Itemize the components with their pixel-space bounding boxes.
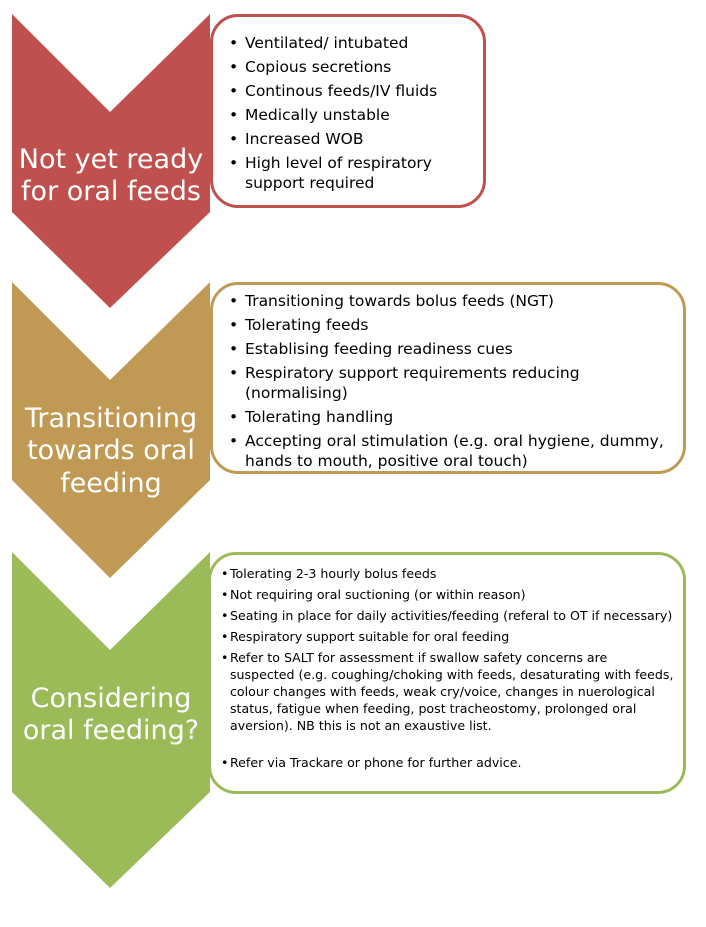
list-item: • Refer via Trackare or phone for further advice. bbox=[221, 754, 675, 771]
list-item: • Increased WOB bbox=[229, 129, 473, 149]
criteria-list bbox=[229, 291, 675, 471]
list-item: • Ventilated/ intubated bbox=[229, 33, 473, 53]
stage-title-line: feeding bbox=[60, 467, 162, 499]
criteria-box-considering bbox=[208, 552, 686, 794]
list-item: • Tolerating feeds bbox=[229, 315, 675, 335]
list-item: • Tolerating handling bbox=[229, 407, 675, 427]
list-item: • Not requiring oral suctioning (or within reason) bbox=[221, 586, 675, 603]
list-item: • Seating in place for daily activities/feeding (referal to OT if necessary) bbox=[221, 607, 675, 624]
list-item: • Accepting oral stimulation (e.g. oral hygiene, dummy, hands to mouth, positive oral touch) bbox=[229, 431, 675, 471]
criteria-box-not-ready bbox=[210, 14, 486, 208]
list-item: • Tolerating 2-3 hourly bolus feeds bbox=[221, 565, 675, 582]
list-item: • Respiratory support suitable for oral feeding bbox=[221, 628, 675, 645]
stage-title-line: towards oral bbox=[27, 435, 195, 467]
stage-title-considering bbox=[0, 683, 222, 748]
criteria-list bbox=[221, 565, 675, 771]
list-item: • Respiratory support requirements reducing (normalising) bbox=[229, 363, 675, 403]
stage-title-line: Not yet ready bbox=[18, 144, 204, 175]
list-item: • Establising feeding readiness cues bbox=[229, 339, 675, 359]
list-item: • Medically unstable bbox=[229, 105, 473, 125]
stage-title-line: Transitioning bbox=[24, 403, 198, 434]
list-item: • Copious secretions bbox=[229, 57, 473, 77]
stage-title-line: oral feeding? bbox=[22, 715, 200, 747]
criteria-box-transitioning bbox=[210, 282, 686, 474]
list-item: • Continous feeds/IV fluids bbox=[229, 81, 473, 101]
criteria-list bbox=[229, 33, 473, 193]
stage-title-line: for oral feeds bbox=[21, 176, 201, 208]
stage-title-transitioning bbox=[0, 403, 222, 500]
list-item: • Transitioning towards bolus feeds (NGT) bbox=[229, 291, 675, 311]
stage-title-line: Considering bbox=[30, 683, 192, 714]
list-item: • High level of respiratory support required bbox=[229, 153, 473, 193]
list-item: • Refer to SALT for assessment if swallow safety concerns are suspected (e.g. coughing/choking with feeds, desaturating with feeds, colour changes with feeds, weak cry/voice, changes in nuerological status, fatigue when feeding, post tracheostomy, prolonged oral aversion). NB this is not an exaustive list. bbox=[221, 649, 675, 734]
stage-title-not-ready bbox=[0, 144, 222, 209]
